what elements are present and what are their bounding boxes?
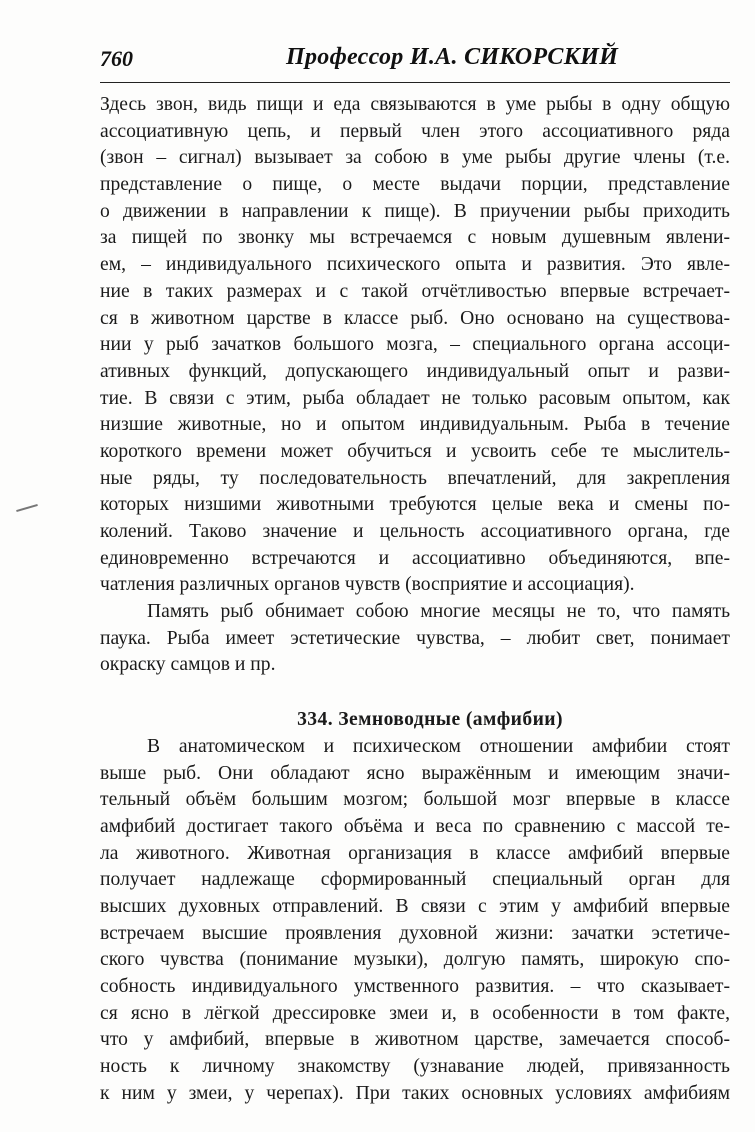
page-number: 760 [100, 46, 133, 71]
running-title: Профессор И.А. СИКОРСКИЙ [286, 44, 619, 70]
text-line: что у амфибий, впервые в животном царстве, замечается способ- [100, 1029, 730, 1051]
paragraph-1 [100, 92, 730, 599]
text-line: к ним у змеи, у черепах). При таких основных условиях амфибиям [100, 1082, 730, 1104]
text-line: ем, – индивидуального психического опыта и развития. Это явле- [100, 254, 730, 276]
text-line: о движении в направлении к пище). В приучении рыбы приходить [100, 200, 730, 222]
paragraph-3 [100, 734, 730, 1108]
text-line: представление о пище, о месте выдачи порции, представление [100, 174, 730, 196]
text-line: ся в животном царстве в классе рыб. Оно основано на существова- [100, 307, 730, 329]
text-line: за пищей по звонку мы встречаемся с новым душевным явлени- [100, 227, 730, 249]
paragraph-2 [100, 599, 730, 679]
text-line: единовременно встречаются и ассоциативно объединяются, впе- [100, 547, 730, 569]
text-line: нии у рыб зачатков большого мозга, – специального органа ассоци- [100, 334, 730, 356]
text-line: ные ряды, ту последовательность впечатлений, для закрепления [100, 467, 730, 489]
text-line: колений. Таково значение и цельность ассоциативного органа, где [100, 521, 730, 542]
running-header [100, 42, 730, 83]
text-line: низшие животные, но и опытом индивидуальным. Рыба в течение [100, 414, 730, 436]
text-line: окраску самцов и пр. [100, 654, 276, 676]
section-spacer [100, 679, 730, 707]
text-line: которых низшими животными требуются целые века и смены по- [100, 494, 730, 516]
text-line: встречаем высшие проявления духовной жизни: зачатки эстетиче- [100, 922, 730, 944]
section-heading: 334. Земноводные (амфибии) [297, 709, 563, 731]
text-line: ского чувства (понимание музыки), долгую память, широкую спо- [100, 949, 730, 971]
text-line: ся ясно в лёгкой дрессировке змеи и, в особенности в том факте, [100, 1002, 730, 1024]
text-line: паука. Рыба имеет эстетические чувства, – любит свет, понимает [100, 627, 730, 649]
body-text [100, 92, 730, 1107]
text-line: ние в таких размерах и с такой отчётливостью впервые встречает- [100, 280, 730, 302]
text-line: ность к личному знакомству (узнавание людей, привязанность [100, 1056, 730, 1078]
text-line: ла животного. Животная организация в классе амфибий впервые [100, 842, 730, 864]
text-line: получает надлежаще сформированный специальный орган для [100, 869, 730, 891]
text-line: (звон – сигнал) вызывает за собою в уме рыбы другие члены (т.е. [100, 147, 730, 169]
margin-pencil-mark [16, 504, 38, 512]
text-line: В анатомическом и психическом отношении амфибии стоят [147, 735, 730, 757]
text-line: короткого времени может обучиться и усвоить себе те мыслитель- [100, 440, 730, 462]
text-line: тельный объём большим мозгом; большой мозг впервые в классе [100, 789, 730, 811]
text-line: ативных функций, допускающего индивидуальный опыт и разви- [100, 360, 730, 382]
text-line: амфибий достигает такого объёма и веса по сравнению с массой те- [100, 815, 730, 837]
text-line: Память рыб обнимает собою многие месяцы не то, что память [147, 601, 730, 623]
text-line: выше рыб. Они обладают ясно выражённым и имеющим значи- [100, 762, 730, 784]
text-line: тие. В связи с этим, рыба обладает не только расовым опытом, как [100, 387, 730, 409]
text-line: высших духовных отправлений. В связи с этим у амфибий впервые [100, 895, 730, 917]
text-line: ассоциативную цепь, и первый член этого ассоциативного ряда [100, 120, 730, 142]
text-line: чатления различных органов чувств (восприятие и ассоциация). [100, 574, 635, 596]
text-line: собность индивидуального умственного развития. – что сказывает- [100, 976, 730, 997]
text-line: Здесь звон, видь пищи и еда связываются в уме рыбы в одну общую [100, 94, 730, 115]
